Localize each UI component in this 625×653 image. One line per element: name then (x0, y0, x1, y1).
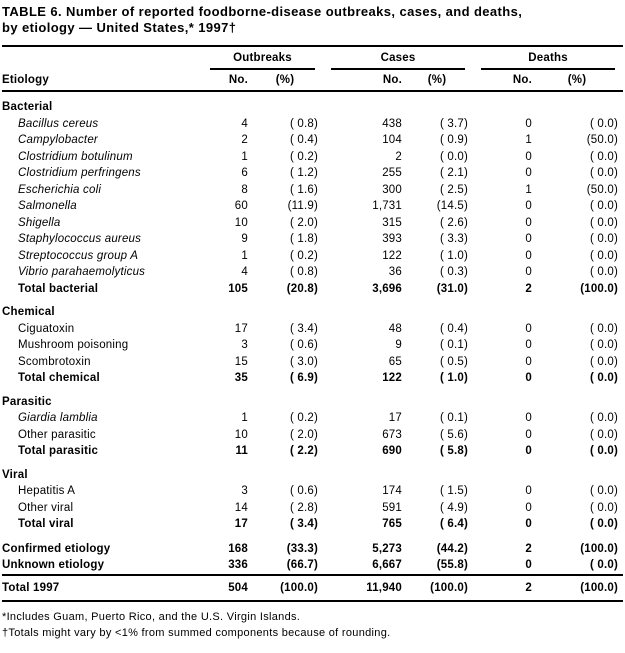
outbreaks-no-cell: 6 (241, 167, 248, 179)
table-row (2, 387, 623, 411)
cases-no-cell: 315 (382, 216, 402, 229)
table-row (2, 297, 623, 321)
cases-no-cell: 673 (382, 428, 402, 441)
outbreaks-no-cell: 336 (228, 559, 248, 571)
table-row (2, 460, 623, 484)
cases-pct-cell: (14.5) (436, 200, 469, 212)
cases-no-cell: 36 (388, 266, 402, 278)
outbreaks-no-cell: 60 (234, 200, 248, 212)
outbreaks-no-cell: 10 (234, 216, 248, 229)
etiology-cell: Mushroom poisoning (18, 339, 129, 351)
deaths-no-cell: 0 (525, 200, 533, 212)
cases-no-cell: 438 (382, 117, 402, 130)
deaths-group-header (473, 46, 623, 70)
deaths-pct-cell: ( 0.0) (589, 485, 619, 497)
table-body (2, 91, 623, 601)
deaths-no-cell: 0 (525, 485, 533, 497)
footnotes (2, 609, 623, 641)
deaths-pct-cell: ( 0.0) (589, 150, 619, 163)
outbreaks-group-header (202, 46, 323, 70)
outbreaks-pct-cell: ( 3.4) (289, 322, 318, 335)
table-row (2, 198, 623, 215)
etiology-header-spacer (2, 46, 202, 70)
etiology-cell: Total bacterial (18, 282, 99, 295)
deaths-pct-header: (%) (537, 70, 623, 92)
etiology-cell: Total 1997 (2, 575, 202, 602)
deaths-pct-cell: ( 0.0) (589, 266, 619, 278)
etiology-cell: Escherichia coli (18, 183, 102, 196)
outbreaks-pct-cell: ( 0.6) (289, 339, 318, 351)
outbreaks-no-cell: 8 (241, 183, 248, 196)
deaths-no-cell: 0 (525, 249, 533, 262)
table-row (2, 354, 623, 371)
cases-pct-cell: ( 0.0) (439, 150, 469, 163)
cases-no-cell: 255 (382, 167, 402, 179)
etiology-cell: Salmonella (18, 200, 77, 212)
outbreaks-no-cell: 35 (234, 372, 248, 384)
cases-pct-cell: (31.0) (436, 282, 469, 295)
cases-no-cell: 9 (395, 339, 402, 351)
outbreaks-no-cell: 2 (241, 134, 248, 146)
table-title-line2: by etiology — United States,* 1997† (2, 20, 237, 35)
etiology-cell: Staphylococcus aureus (18, 233, 142, 245)
outbreaks-no-cell: 4 (241, 266, 248, 278)
cases-pct-cell: ( 2.5) (439, 183, 469, 196)
cases-pct-cell: (55.8) (436, 559, 469, 571)
cases-pct-cell: ( 6.4) (439, 518, 469, 530)
outbreaks-pct-cell: ( 0.4) (289, 134, 318, 146)
deaths-pct-cell: ( 0.0) (589, 216, 619, 229)
outbreaks-no-cell: 17 (234, 322, 248, 335)
etiology-cell: Campylobacter (18, 134, 98, 146)
table-row (2, 500, 623, 517)
deaths-pct-cell: ( 0.0) (589, 167, 619, 179)
cases-pct-cell: ( 5.8) (439, 445, 469, 457)
etiology-cell: Clostridium perfringens (18, 167, 141, 179)
outbreaks-no-cell: 3 (241, 339, 248, 351)
etiology-cell: Total viral (18, 518, 74, 530)
deaths-no-cell: 0 (525, 372, 533, 384)
outbreaks-pct-cell: ( 0.6) (289, 485, 318, 497)
document-page (2, 4, 623, 641)
outbreaks-pct-cell: ( 0.8) (289, 266, 318, 278)
table-row (2, 116, 623, 133)
etiology-cell: Shigella (18, 216, 61, 229)
outbreaks-pct-cell: ( 2.0) (289, 428, 318, 441)
cases-no-cell: 591 (382, 501, 402, 514)
column-group-header-row (2, 46, 623, 70)
cases-pct-cell: ( 0.5) (439, 355, 469, 368)
footnote-includes: *Includes Guam, Puerto Rico, and the U.S. Virgin Islands. (2, 611, 301, 623)
cases-no-cell: 65 (388, 355, 402, 368)
cases-pct-cell: ( 2.1) (439, 167, 469, 179)
section-label: Viral (2, 468, 28, 481)
cases-no-cell: 3,696 (372, 282, 402, 295)
outbreaks-pct-cell: (66.7) (286, 559, 318, 571)
outbreaks-no-cell: 15 (234, 355, 248, 368)
deaths-pct-cell: ( 0.0) (589, 501, 619, 514)
deaths-pct-cell: ( 0.0) (589, 445, 619, 457)
outbreaks-pct-cell: ( 1.2) (289, 167, 318, 179)
deaths-no-cell: 0 (525, 322, 533, 335)
cases-pct-cell: ( 5.6) (439, 428, 469, 441)
table-row (2, 248, 623, 265)
deaths-no-cell: 0 (525, 266, 533, 278)
cases-pct-cell: ( 1.0) (439, 372, 469, 384)
outbreaks-pct-cell: ( 1.8) (289, 233, 318, 245)
outbreaks-no-cell: 168 (228, 542, 248, 555)
outbreaks-pct-cell: (11.9) (287, 200, 318, 212)
deaths-no-header: No. (473, 70, 537, 92)
table-row (2, 443, 623, 460)
table-row (2, 427, 623, 444)
deaths-pct-cell: ( 0.0) (589, 117, 619, 130)
outbreaks-no-cell: 504 (202, 575, 253, 602)
deaths-no-cell: 0 (525, 117, 533, 130)
etiology-cell: Vibrio parahaemolyticus (18, 266, 146, 278)
table-title-line1: TABLE 6. Number of reported foodborne-disease outbreaks, cases, and deaths, (2, 4, 523, 19)
section-label: Chemical (2, 306, 55, 318)
deaths-no-cell: 2 (473, 575, 537, 602)
cases-group-label: Cases (331, 52, 465, 70)
deaths-pct-cell: (50.0) (586, 183, 619, 196)
outbreaks-no-cell: 10 (234, 428, 248, 441)
outbreaks-no-cell: 4 (241, 117, 248, 130)
outbreaks-pct-cell: ( 3.0) (289, 355, 318, 368)
deaths-no-cell: 0 (525, 339, 533, 351)
table-row (2, 575, 623, 602)
outbreaks-no-cell: 17 (234, 518, 248, 530)
deaths-no-cell: 0 (525, 216, 533, 229)
etiology-cell: Ciguatoxin (18, 322, 75, 335)
outbreaks-pct-header: (%) (253, 70, 323, 92)
outbreaks-pct-cell: ( 0.2) (289, 249, 318, 262)
outbreaks-pct-cell: ( 0.8) (289, 117, 318, 130)
outbreaks-no-cell: 9 (241, 233, 248, 245)
table-row (2, 557, 623, 575)
column-header-row (2, 70, 623, 92)
cases-pct-cell: ( 1.5) (439, 485, 469, 497)
cases-no-cell: 300 (382, 183, 402, 196)
table-row (2, 483, 623, 500)
table-row (2, 215, 623, 232)
table-row (2, 182, 623, 199)
table-row (2, 533, 623, 558)
table-title (2, 4, 623, 36)
etiology-cell: Confirmed etiology (2, 542, 111, 555)
deaths-no-cell: 0 (525, 150, 533, 163)
etiology-cell: Total chemical (18, 372, 100, 384)
outbreaks-pct-cell: (100.0) (253, 575, 323, 602)
etiology-table (2, 45, 623, 602)
cases-pct-cell: (100.0) (407, 575, 473, 602)
etiology-cell: Scombrotoxin (18, 355, 91, 368)
cases-pct-cell: ( 0.1) (439, 412, 469, 424)
deaths-no-cell: 0 (525, 501, 533, 514)
table-row (2, 264, 623, 281)
outbreaks-pct-cell: ( 3.4) (289, 518, 318, 530)
outbreaks-no-header: No. (202, 70, 253, 92)
deaths-no-cell: 0 (525, 167, 533, 179)
cases-no-cell: 122 (382, 372, 402, 384)
deaths-pct-cell: ( 0.0) (589, 322, 619, 335)
cases-no-cell: 765 (382, 518, 402, 530)
cases-pct-cell: ( 3.7) (439, 117, 469, 130)
deaths-pct-cell: ( 0.0) (589, 428, 619, 441)
outbreaks-no-cell: 1 (241, 412, 248, 424)
cases-no-cell: 48 (388, 322, 402, 335)
outbreaks-pct-cell: ( 2.2) (289, 445, 318, 457)
deaths-no-cell: 0 (525, 559, 533, 571)
outbreaks-group-label: Outbreaks (210, 52, 315, 70)
etiology-cell: Other viral (18, 501, 74, 514)
cases-no-cell: 174 (382, 485, 402, 497)
deaths-no-cell: 0 (525, 445, 533, 457)
cases-pct-cell: ( 0.9) (439, 134, 469, 146)
cases-pct-cell: ( 0.3) (439, 266, 469, 278)
cases-no-cell: 11,940 (323, 575, 407, 602)
deaths-no-cell: 0 (525, 428, 533, 441)
deaths-no-cell: 0 (525, 233, 533, 245)
cases-group-header (323, 46, 473, 70)
cases-pct-header: (%) (407, 70, 473, 92)
deaths-pct-cell: (50.0) (586, 134, 619, 146)
deaths-pct-cell: ( 0.0) (589, 518, 619, 530)
cases-no-cell: 690 (382, 445, 402, 457)
deaths-pct-cell: ( 0.0) (589, 559, 619, 571)
deaths-pct-cell: ( 0.0) (589, 372, 619, 384)
cases-no-cell: 6,667 (372, 559, 402, 571)
deaths-no-cell: 0 (525, 355, 533, 368)
deaths-pct-cell: (100.0) (537, 575, 623, 602)
etiology-cell: Total parasitic (18, 445, 99, 457)
cases-no-cell: 17 (388, 412, 402, 424)
table-row (2, 132, 623, 149)
etiology-column-header: Etiology (2, 70, 202, 92)
cases-no-cell: 5,273 (372, 542, 402, 555)
deaths-no-cell: 1 (525, 134, 533, 146)
section-label: Bacterial (2, 101, 53, 113)
deaths-no-cell: 1 (525, 183, 533, 196)
cases-pct-cell: ( 1.0) (439, 249, 469, 262)
outbreaks-pct-cell: ( 1.6) (289, 183, 318, 196)
table-row (2, 337, 623, 354)
table-row (2, 149, 623, 166)
outbreaks-pct-cell: (20.8) (286, 282, 318, 295)
outbreaks-pct-cell: (33.3) (286, 542, 318, 555)
outbreaks-no-cell: 14 (234, 501, 248, 514)
deaths-no-cell: 0 (525, 412, 533, 424)
cases-no-cell: 104 (382, 134, 402, 146)
deaths-pct-cell: (100.0) (580, 542, 619, 555)
outbreaks-no-cell: 1 (241, 249, 248, 262)
table-row (2, 321, 623, 338)
footnote-totals: †Totals might vary by <1% from summed components because of rounding. (2, 627, 391, 639)
outbreaks-no-cell: 1 (241, 150, 248, 163)
deaths-pct-cell: ( 0.0) (589, 200, 619, 212)
outbreaks-no-cell: 105 (228, 282, 248, 295)
table-row (2, 410, 623, 427)
cases-pct-cell: ( 0.1) (439, 339, 469, 351)
cases-no-cell: 393 (382, 233, 402, 245)
table-row (2, 231, 623, 248)
etiology-cell: Bacillus cereus (18, 117, 99, 130)
outbreaks-pct-cell: ( 2.8) (289, 501, 318, 514)
table-row (2, 370, 623, 387)
etiology-cell: Clostridium botulinum (18, 150, 133, 163)
table-row (2, 91, 623, 116)
outbreaks-pct-cell: ( 6.9) (289, 372, 318, 384)
deaths-pct-cell: ( 0.0) (589, 233, 619, 245)
etiology-cell: Streptococcus group A (18, 249, 139, 262)
outbreaks-pct-cell: ( 0.2) (289, 412, 318, 424)
deaths-pct-cell: ( 0.0) (589, 339, 619, 351)
deaths-pct-cell: (100.0) (580, 282, 619, 295)
cases-no-cell: 2 (395, 150, 402, 163)
cases-no-header: No. (323, 70, 407, 92)
outbreaks-pct-cell: ( 2.0) (289, 216, 318, 229)
deaths-no-cell: 2 (525, 282, 533, 295)
deaths-no-cell: 2 (525, 542, 533, 555)
cases-no-cell: 122 (382, 249, 402, 262)
cases-no-cell: 1,731 (372, 200, 402, 212)
deaths-pct-cell: ( 0.0) (589, 355, 619, 368)
etiology-cell: Giardia lamblia (18, 412, 98, 424)
table-row (2, 281, 623, 298)
deaths-pct-cell: ( 0.0) (589, 412, 619, 424)
outbreaks-pct-cell: ( 0.2) (289, 150, 318, 163)
table-row (2, 516, 623, 533)
deaths-group-label: Deaths (481, 52, 615, 70)
cases-pct-cell: ( 0.4) (439, 322, 469, 335)
cases-pct-cell: ( 2.6) (439, 216, 469, 229)
etiology-cell: Other parasitic (18, 428, 96, 441)
deaths-no-cell: 0 (525, 518, 533, 530)
etiology-cell: Unknown etiology (2, 559, 105, 571)
outbreaks-no-cell: 3 (241, 485, 248, 497)
deaths-pct-cell: ( 0.0) (589, 249, 619, 262)
etiology-cell: Hepatitis A (18, 485, 76, 497)
outbreaks-no-cell: 11 (235, 445, 248, 457)
cases-pct-cell: ( 3.3) (439, 233, 469, 245)
table-row (2, 165, 623, 182)
cases-pct-cell: (44.2) (436, 542, 469, 555)
cases-pct-cell: ( 4.9) (439, 501, 469, 514)
section-label: Parasitic (2, 395, 52, 408)
